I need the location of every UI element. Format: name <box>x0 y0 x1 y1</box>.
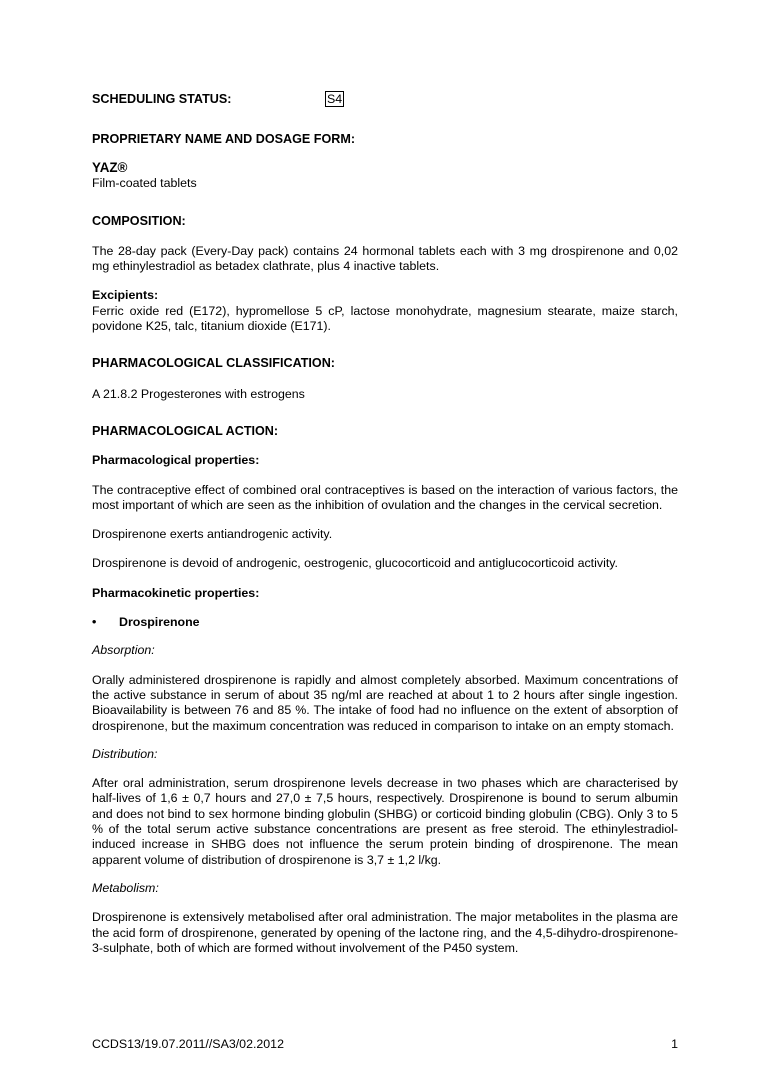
pharmacological-properties-p1: The contraceptive effect of combined oral contraceptives is based on the interaction of various factors, the most important of which are seen as the inhibition of ovulation and the changes in the cervical secretion. <box>92 482 678 512</box>
distribution-label: Distribution: <box>92 746 158 761</box>
document-code: CCDS13/19.07.2011//SA3/02.2012 <box>92 1037 284 1051</box>
page-number: 1 <box>671 1037 678 1051</box>
excipients-label: Excipients: <box>92 288 159 303</box>
classification-text: A 21.8.2 Progesterones with estrogens <box>92 386 305 401</box>
bullet-drospirenone-label: Drospirenone <box>119 615 200 630</box>
pharmacological-properties-p3: Drospirenone is devoid of androgenic, oestrogenic, glucocorticoid and antiglucocorticoid activity. <box>92 556 618 571</box>
metabolism-label: Metabolism: <box>92 880 159 895</box>
pharmacological-properties-label: Pharmacological properties: <box>92 453 260 468</box>
action-heading: PHARMACOLOGICAL ACTION: <box>92 423 279 438</box>
excipients-text: Ferric oxide red (E172), hypromellose 5 cP, lactose monohydrate, magnesium stearate, maize starch, povidone K25, talc, titanium dioxide (E171). <box>92 303 678 334</box>
brand-name: YAZ® <box>92 160 128 176</box>
scheduling-status-label: SCHEDULING STATUS: <box>92 92 232 106</box>
bullet-icon: • <box>92 615 97 630</box>
classification-heading: PHARMACOLOGICAL CLASSIFICATION: <box>92 356 336 371</box>
absorption-text: Orally administered drospirenone is rapidly and almost completely absorbed. Maximum concentrations of the active substance in serum of about 35 ng/ml are reached at about 1 to 2 hours after single ingestion. Bioavailability is between 76 and 85 %. The intake of food had no influence on the extent of absorption of drospirenone, but the maximum concentration was reduced in comparison to intake on an empty stomach. <box>92 672 678 733</box>
metabolism-text: Drospirenone is extensively metabolised after oral administration. The major metabolites in the plasma are the acid form of drospirenone, generated by opening of the lactone ring, and the 4,5-dihydro-drospirenone-3-sulphate, both of which are formed without involvement of the P450 system. <box>92 910 678 955</box>
absorption-label: Absorption: <box>92 643 155 658</box>
pharmacokinetic-properties-label: Pharmacokinetic properties: <box>92 585 260 600</box>
pharmacological-properties-p2: Drospirenone exerts antiandrogenic activity. <box>92 527 333 542</box>
scheduling-status-row <box>92 92 678 110</box>
distribution-text: After oral administration, serum drospirenone levels decrease in two phases which are characterised by half-lives of 1,6 ± 0,7 hours and 27,0 ± 7,5 hours, respectively. Drospirenone is bound to serum albumin and does not bind to sex hormone binding globulin (SHBG) or corticoid binding globulin (CBG). Only 3 to 5 % of the total serum active substance concentrations are present as free steroid. The ethinylestradiol-induced increase in SHBG does not influence the serum protein binding of drospirenone. The mean apparent volume of distribution of drospirenone is 3,7 ± 1,2 l/kg. <box>92 776 678 867</box>
composition-text: The 28-day pack (Every-Day pack) contains 24 hormonal tablets each with 3 mg drospirenone and 0,02 mg ethinylestradiol as betadex clathrate, plus 4 inactive tablets. <box>92 243 678 274</box>
dosage-form: Film-coated tablets <box>92 176 197 191</box>
proprietary-heading: PROPRIETARY NAME AND DOSAGE FORM: <box>92 132 356 146</box>
composition-heading: COMPOSITION: <box>92 213 186 228</box>
scheduling-status-badge: S4 <box>327 92 343 106</box>
bullet-drospirenone <box>92 615 678 630</box>
document-body <box>92 92 678 956</box>
